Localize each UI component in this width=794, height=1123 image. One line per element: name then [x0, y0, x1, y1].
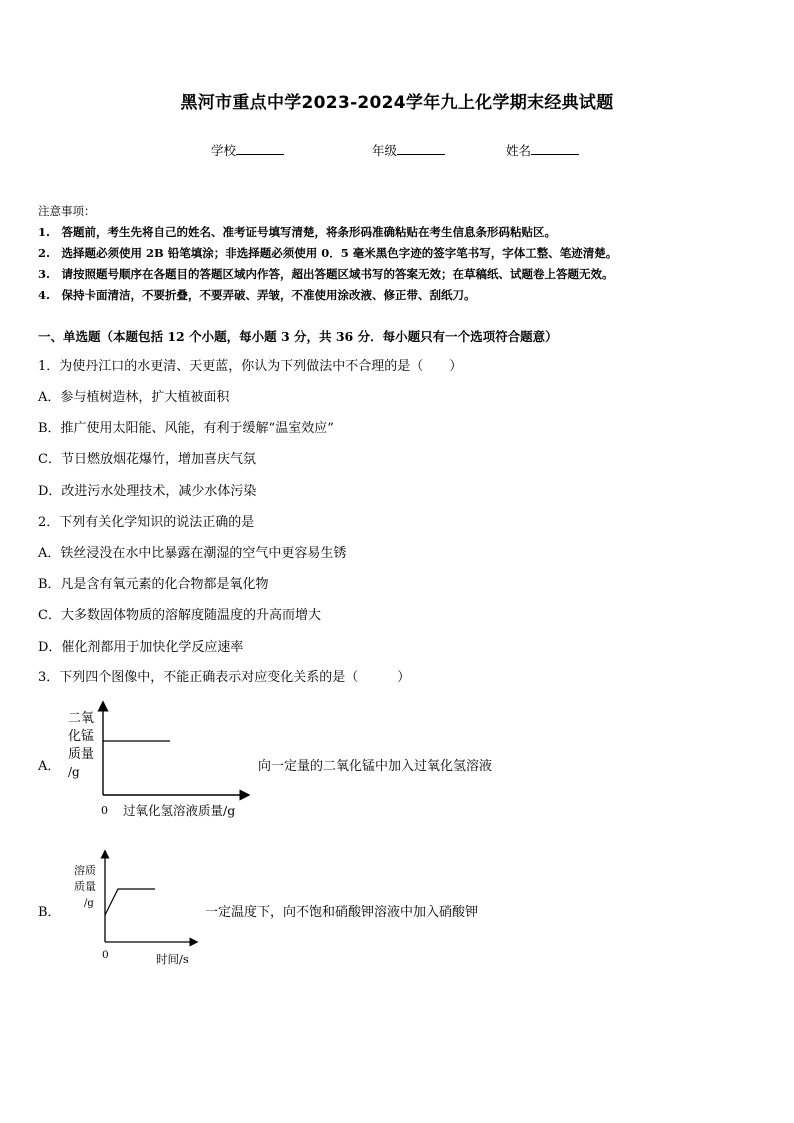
notice-item-2: 2. 选择题必须使用 2B 铅笔填涂；非选择题必须使用 0．5 毫米黑色字迹的签字笔书写，字体工整、笔迹清楚。 [38, 246, 618, 260]
q1-stem: 1．为使丹江口的水更清、天更蓝，你认为下列做法中不合理的是（ ） [38, 359, 463, 374]
q3-graph-b-description: 一定温度下，向不饱和硝酸钾溶液中加入硝酸钾 [205, 905, 479, 920]
q1-option-d: D．改进污水处理技术，减少水体污染 [38, 484, 257, 499]
q2-option-a: A．铁丝浸没在水中比暴露在潮湿的空气中更容易生锈 [38, 546, 347, 561]
graph-b-line [105, 889, 155, 915]
q1-option-a: A．参与植树造林，扩大植被面积 [38, 390, 230, 405]
graph-a-origin: 0 [101, 804, 108, 817]
grade-label: 年级 [372, 143, 398, 158]
name-field [506, 141, 579, 159]
graph-b-x-label: 时间/s [156, 952, 189, 966]
name-label: 姓名 [506, 143, 532, 158]
q2-option-c: C．大多数固体物质的溶解度随温度的升高而增大 [38, 608, 321, 623]
q2-stem: 2．下列有关化学知识的说法正确的是 [38, 515, 255, 530]
q3-graph-b-label: B． [38, 905, 61, 920]
notice-item-4: 4. 保持卡面清洁，不要折叠，不要弄破、弄皱，不准使用涂改液、修正带、刮纸刀。 [38, 288, 476, 302]
graph-b-y-label-1: 溶质 [74, 864, 96, 877]
graph-a-y-label-2: 化锰 [68, 729, 95, 744]
school-label: 学校 [211, 143, 237, 158]
school-field [211, 141, 284, 159]
q3-graph-b [70, 848, 210, 950]
q2-option-d: D．催化剂都用于加快化学反应速率 [38, 640, 244, 655]
graph-a-y-label-3: 质量 [68, 747, 95, 762]
notice-item-1: 1. 答题前，考生先将自己的姓名、准考证号填写清楚，将条形码准确粘贴在考生信息条形码粘贴区。 [38, 225, 556, 239]
graph-b-y-label-2: 质量 [74, 880, 96, 893]
name-blank [531, 143, 579, 155]
graph-a-y-label-4: /g [68, 765, 80, 779]
school-blank [236, 143, 284, 155]
graph-a-y-label-1: 二氧 [68, 711, 95, 726]
page-title: 黑河市重点中学2023-2024学年九上化学期末经典试题 [180, 93, 614, 113]
q3-stem: 3．下列四个图像中，不能正确表示对应变化关系的是（ ） [38, 670, 411, 685]
q1-option-c: C．节日燃放烟花爆竹，增加喜庆气氛 [38, 452, 256, 467]
q2-option-b: B．凡是含有氧元素的化合物都是氧化物 [38, 577, 269, 592]
grade-blank [397, 143, 445, 155]
graph-b-y-label-3: /g [84, 898, 94, 909]
graph-a-x-label: 过氧化氢溶液质量/g [123, 803, 236, 818]
grade-field [372, 141, 445, 159]
notice-item-3: 3. 请按照题号顺序在各题目的答题区域内作答，超出答题区域书写的答案无效；在草稿纸、试题卷上答题无效。 [38, 267, 614, 281]
section-title: 一、单选题（本题包括 12 个小题，每小题 3 分，共 36 分．每小题只有一个选项符合题意） [38, 329, 558, 344]
graph-b-origin: 0 [102, 949, 109, 961]
q1-option-b: B．推广使用太阳能、风能，有利于缓解“温室效应” [38, 421, 334, 436]
notice-heading: 注意事项： [38, 204, 96, 218]
q3-graph-a-label: A． [38, 759, 61, 774]
q3-graph-a-description: 向一定量的二氧化锰中加入过氧化氢溶液 [258, 759, 493, 774]
